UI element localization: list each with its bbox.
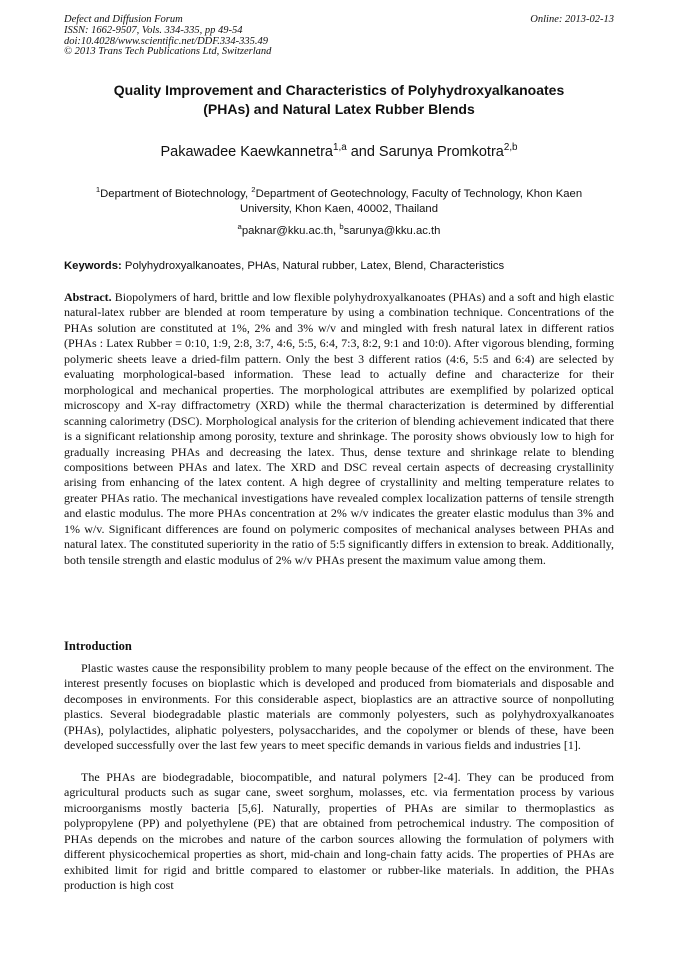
online-date: Online: 2013-02-13 [530,14,614,25]
author-conjunction: and [346,144,379,160]
email-b: sarunya@kku.ac.th [343,225,441,237]
issn-line: ISSN: 1662-9507, Vols. 334-335, pp 49-54 [64,24,243,36]
email-mark-a: a [237,222,242,232]
affiliation-line-2: University, Khon Kaen, 40002, Thailand [239,203,439,215]
author-list [64,143,614,161]
affil-mark-2: 2 [251,185,256,195]
doi-line: doi:10.4028/www.scientific.net/DDF.334-335.49 [64,35,269,47]
intro-paragraph-1: Plastic wastes cause the responsibility problem to many people because of the effect on the environment. The interest presently focuses on bioplastic which is developed and produced from biomaterials and disposable and decomposes in environments. For this considerable aspect, bioplastics are an attractive source of nonpolluting plastics. Several biodegradable plastic materials are commonly polyesters, such as polyhydroxyalkanoates (PHAs), polylactides, aliphatic polyesters, polysaccharides, and the copolymer or blends of these, have been developed successfully over the last few years to meet specific demands in various fields and industries [1]. [64,661,614,753]
abstract [64,290,614,568]
title-line-1: Quality Improvement and Characteristics of Polyhydroxyalkanoates [113,82,565,98]
journal-name: Defect and Diffusion Forum [64,14,183,25]
email-mark-b: b [339,222,344,232]
author-1-affil-mark: 1,a [332,142,347,154]
abstract-label: Abstract. [64,290,112,304]
author-2-affil-mark: 2,b [503,142,518,154]
email-a: paknar@kku.ac.th, [241,225,340,237]
affil-dept-2: Department of Geotechnology, Faculty of Technology, Khon Kaen [255,188,583,200]
keywords [64,259,614,274]
journal-header [64,15,271,58]
author-2: Sarunya Promkotra [378,144,504,160]
author-emails [64,224,614,239]
section-heading-introduction: Introduction [64,639,132,653]
keywords-label: Keywords: [64,260,122,272]
affil-mark-1: 1 [95,185,101,195]
keywords-text: Polyhydroxyalkanoates, PHAs, Natural rubber, Latex, Blend, Characteristics [121,260,505,272]
title-line-2: (PHAs) and Natural Latex Rubber Blends [203,100,475,117]
affiliation-line-1 [64,187,614,202]
intro-paragraph-2: The PHAs are biodegradable, biocompatible, and natural polymers [2-4]. They can be produced from agricultural products such as sugar cane, sweet sorghum, molasses, etc. via fermentation process by various microorganisms mostly bacteria [5,6]. Naturally, properties of PHAs are similar to thermoplastics as polypropylene (PP) and polyethylene (PE) that are obtained from petrochemical industry. The composition of PHAs depends on the microbes and nature of the carbon sources allowing the formulation of polymers with different physicochemical properties as short, mid-chain and long-chain fatty acids. The properties of PHAs are exhibited limit for rigid and brittle compared to elastomer or rubber-like materials. In addition, the PHAs production is high cost [64,770,614,893]
affil-dept-1: Department of Biotechnology, [100,188,252,200]
author-1: Pakawadee Kaewkannetra [160,144,333,160]
copyright-line: © 2013 Trans Tech Publications Ltd, Switzerland [64,46,272,58]
abstract-text: Biopolymers of hard, brittle and low flexible polyhydroxyalkanoates (PHAs) and a soft and high elastic natural-latex rubber are blended at room temperature by using a combination technique. Concentrations of the PHAs solution are constituted at 1%, 2% and 3% w/v and mingled with fresh natural latex in different ratios (PHAs : Latex Rubber = 0:10, 1:9, 2:8, 3:7, 4:6, 5:5, 6:4, 7:3, 8:2, 9:1 and 10:0). After vigorous blending, forming polymeric sheets leave a dried-film pattern. Only the best 3 different ratios (4:6, 5:5 and 6:4) are selected by evaluating morphological-based information. These lead to actually define and characterize for their morphological and mechanical properties. The morphological attributes are exemplified by polarized optical microscopy and X-ray diffractometry (XRD) while the thermal characterization is determined by differential scanning calorimetry (DSC). Morphological analysis for the criterion of blending achievement indicated that there is a significant relationship among porosity, texture and shrinkage. The porosity shows obviously low to high for gradually increasing PHAs and decreasing the latex. Thus, dense texture and shrinkage relate to blending compositions between PHAs and latex. The XRD and DSC reveal certain aspects of decreasing crystallinity arising from enhancing of the latex content. A high degree of crystallinity and melting temperature relates to greater PHAs ratio. The mechanical investigations have revealed complex localization patterns of tensile strength and elastic modulus. The more PHAs concentration at 2% w/v indicates the greater elastic modulus than 3% and 1% w/v. Significant differences are found on polymeric composites of mechanical analyses between PHAs and natural latex. The constituted superiority in the ratio of 5:5 significantly differs in extension to break. Additionally, both tensile strength and elastic modulus of 2% w/v PHAs present the maximum value among them. [64,290,614,567]
paper-title [64,81,614,118]
affiliations [64,187,614,217]
